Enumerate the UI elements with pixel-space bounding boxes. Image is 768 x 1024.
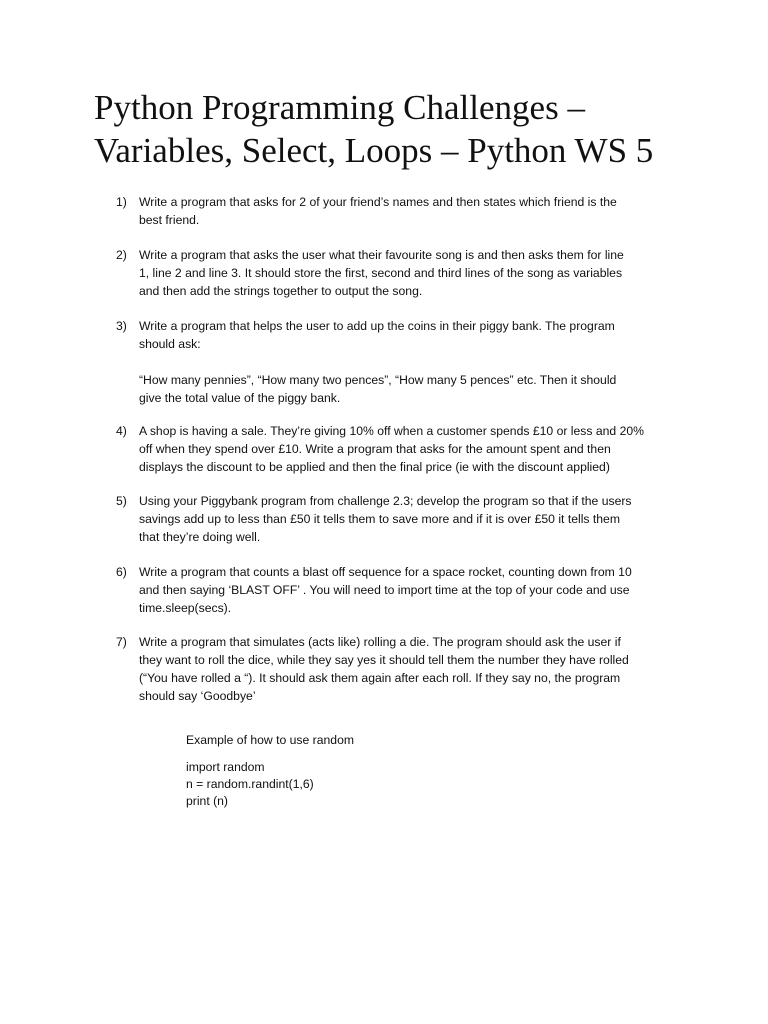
challenge-line: give the total value of the piggy bank.: [139, 391, 341, 405]
challenge-text: [139, 563, 695, 617]
challenge-text: [139, 422, 695, 476]
challenge-line: displays the discount to be applied and then the final price (ie with the discount applied): [139, 460, 610, 474]
challenge-line: Write a program that counts a blast off sequence for a space rocket, counting down from 10: [139, 565, 632, 579]
challenge-number: 2): [116, 248, 127, 262]
challenge-line: should ask:: [139, 337, 201, 351]
challenge-line: that they’re doing well.: [139, 530, 261, 544]
challenge-line: Write a program that asks for 2 of your friend’s names and then states which friend is the: [139, 195, 617, 209]
challenge-line: “How many pennies”, “How many two pences”, “How many 5 pences” etc. Then it should: [139, 373, 617, 387]
challenge-text: [139, 193, 695, 229]
code-line: print (n): [186, 794, 228, 808]
challenge-line: Write a program that simulates (acts like) rolling a die. The program should ask the user if: [139, 635, 621, 649]
challenge-number: 6): [116, 565, 127, 579]
challenge-line: off when they spend over £10. Write a program that asks for the amount spent and then: [139, 442, 611, 456]
challenge-number: 1): [116, 195, 127, 209]
challenge-number: 7): [116, 635, 127, 649]
challenge-line: best friend.: [139, 213, 200, 227]
challenge-text: [139, 492, 695, 546]
challenge-line: and then add the strings together to output the song.: [139, 284, 423, 298]
random-example: [186, 732, 354, 810]
challenge-line: time.sleep(secs).: [139, 601, 232, 615]
challenge-number: 5): [116, 494, 127, 508]
challenge-line: (“You have rolled a “). It should ask them again after each roll. If they say no, the program: [139, 671, 621, 685]
example-heading: Example of how to use random: [186, 733, 355, 747]
challenge-number: 4): [116, 424, 127, 438]
challenge-text: [139, 317, 695, 407]
challenge-line: Using your Piggybank program from challenge 2.3; develop the program so that if the users: [139, 494, 632, 508]
paragraph-gap: [139, 353, 695, 371]
challenge-line: Write a program that asks the user what their favourite song is and then asks them for line: [139, 248, 624, 262]
example-spacer: [186, 749, 354, 759]
challenge-line: savings add up to less than £50 it tells them to save more and if it is over £50 it tells them: [139, 512, 620, 526]
challenge-text: [139, 246, 695, 300]
code-line: n = random.randint(1,6): [186, 777, 314, 791]
challenge-number: 3): [116, 319, 127, 333]
challenge-line: they want to roll the dice, while they say yes it should tell them the number they have rolled: [139, 653, 629, 667]
code-line: import random: [186, 760, 265, 774]
page-title-line: Python Programming Challenges –: [94, 88, 585, 127]
challenge-line: Write a program that helps the user to add up the coins in their piggy bank. The program: [139, 319, 615, 333]
challenge-line: and then saying ‘BLAST OFF’ . You will need to import time at the top of your code and use: [139, 583, 630, 597]
challenge-line: A shop is having a sale. They’re giving 10% off when a customer spends £10 or less and 20%: [139, 424, 644, 438]
challenge-line: 1, line 2 and line 3. It should store the first, second and third lines of the song as variables: [139, 266, 623, 280]
challenge-text: [139, 633, 695, 705]
page-title-line: Variables, Select, Loops – Python WS 5: [94, 131, 654, 170]
challenge-line: should say ‘Goodbye’: [139, 689, 256, 703]
